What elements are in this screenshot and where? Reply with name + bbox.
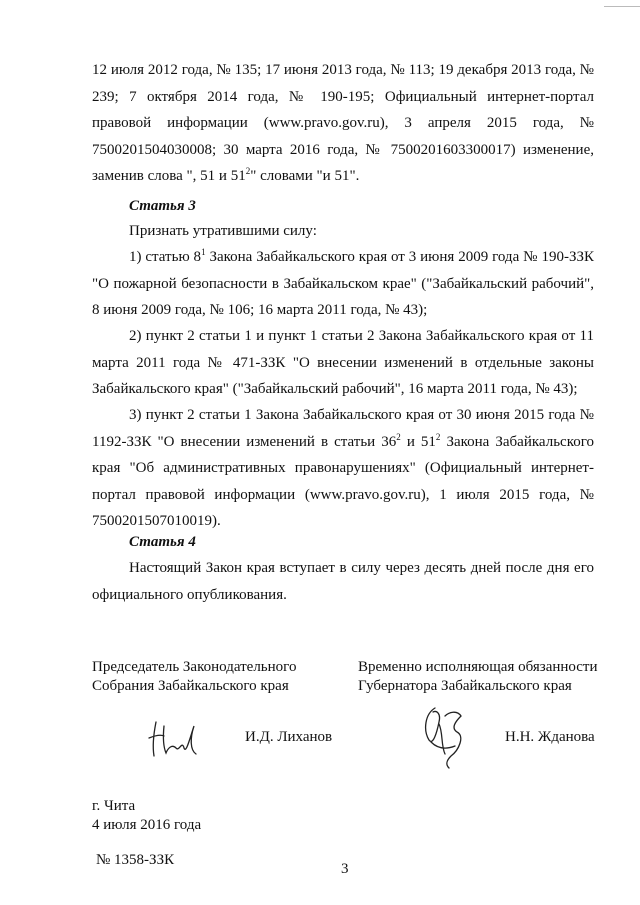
page-number: 3	[341, 861, 349, 877]
article-3-item-3	[92, 402, 594, 535]
signature-likhanov	[146, 718, 204, 762]
superscript: 2	[245, 166, 251, 176]
left-signatory-title-2: Собрания Забайкальского края	[92, 678, 289, 694]
paragraph-text: Закона Забайкальского края от 3 июня 2009 года № 190-ЗЗК "О пожарной безопасности в Забайкальском крае" ("Забайкальский рабочий", 8 июня 2009 года, № 106; 16 марта 2011 года, № 43);	[92, 249, 594, 318]
signature-zhdanova	[415, 702, 475, 774]
city: г. Чита	[92, 798, 136, 814]
article-3-heading: Статья 3	[129, 198, 196, 214]
scan-mark	[604, 6, 640, 7]
law-number: № 1358-ЗЗК	[96, 852, 175, 868]
article-3-intro: Признать утратившими силу:	[129, 223, 317, 239]
right-signatory-title-1: Временно исполняющая обязанности	[358, 659, 598, 675]
paragraph-text: 12 июля 2012 года, № 135; 17 июня 2013 года, № 113; 19 декабря 2013 года, № 239; 7 октября 2014 года, № 190-195; Официальный интернет-портал правовой информации (www.pravo.gov.ru), 3 апреля 2015 года, № 7500201504030008; 30 марта 2016 года, № 7500201603300017) изменение, заменив слова ", 51 и 51	[92, 62, 594, 184]
date: 4 июля 2016 года	[92, 817, 202, 833]
article-4-text: Настоящий Закон края вступает в силу через десять дней после дня его официального опубликования.	[92, 560, 594, 603]
superscript: 2	[396, 431, 401, 442]
right-signatory-name: Н.Н. Жданова	[505, 729, 595, 745]
left-signatory-name: И.Д. Лиханов	[245, 729, 333, 745]
paragraph-text: 1) статью 8	[129, 249, 202, 265]
article-3-item-2: 2) пункт 2 статьи 1 и пункт 1 статьи 2 Закона Забайкальского края от 11 марта 2011 года № 471-ЗЗК "О внесении изменений в отдельные законы Забайкальского края" ("Забайкальский рабочий", 16 марта 2011 года, № 43);	[92, 328, 594, 397]
article-4-heading: Статья 4	[129, 534, 196, 550]
continuation-paragraph	[92, 57, 594, 190]
left-signatory-title-1: Председатель Законодательного	[92, 659, 297, 675]
paragraph-text: " словами "и 51".	[250, 168, 360, 184]
paragraph-text: 3) пункт 2 статьи 1 Закона Забайкальского края от 30 июня 2015 года № 1192-ЗЗК "О внесении изменений в статьи 36	[92, 407, 594, 450]
article-3-item-1	[92, 244, 594, 324]
paragraph-text: и 51	[400, 433, 436, 450]
right-signatory-title-2: Губернатора Забайкальского края	[358, 678, 572, 694]
superscript: 2	[435, 431, 441, 442]
superscript: 1	[201, 247, 206, 257]
paragraph-text: Закона Забайкальского края "Об административных правонарушениях" (Официальный интернет-портал правовой информации (www.pravo.gov.ru), 1 июля 2015 года, № 7500201507010019).	[92, 433, 594, 529]
